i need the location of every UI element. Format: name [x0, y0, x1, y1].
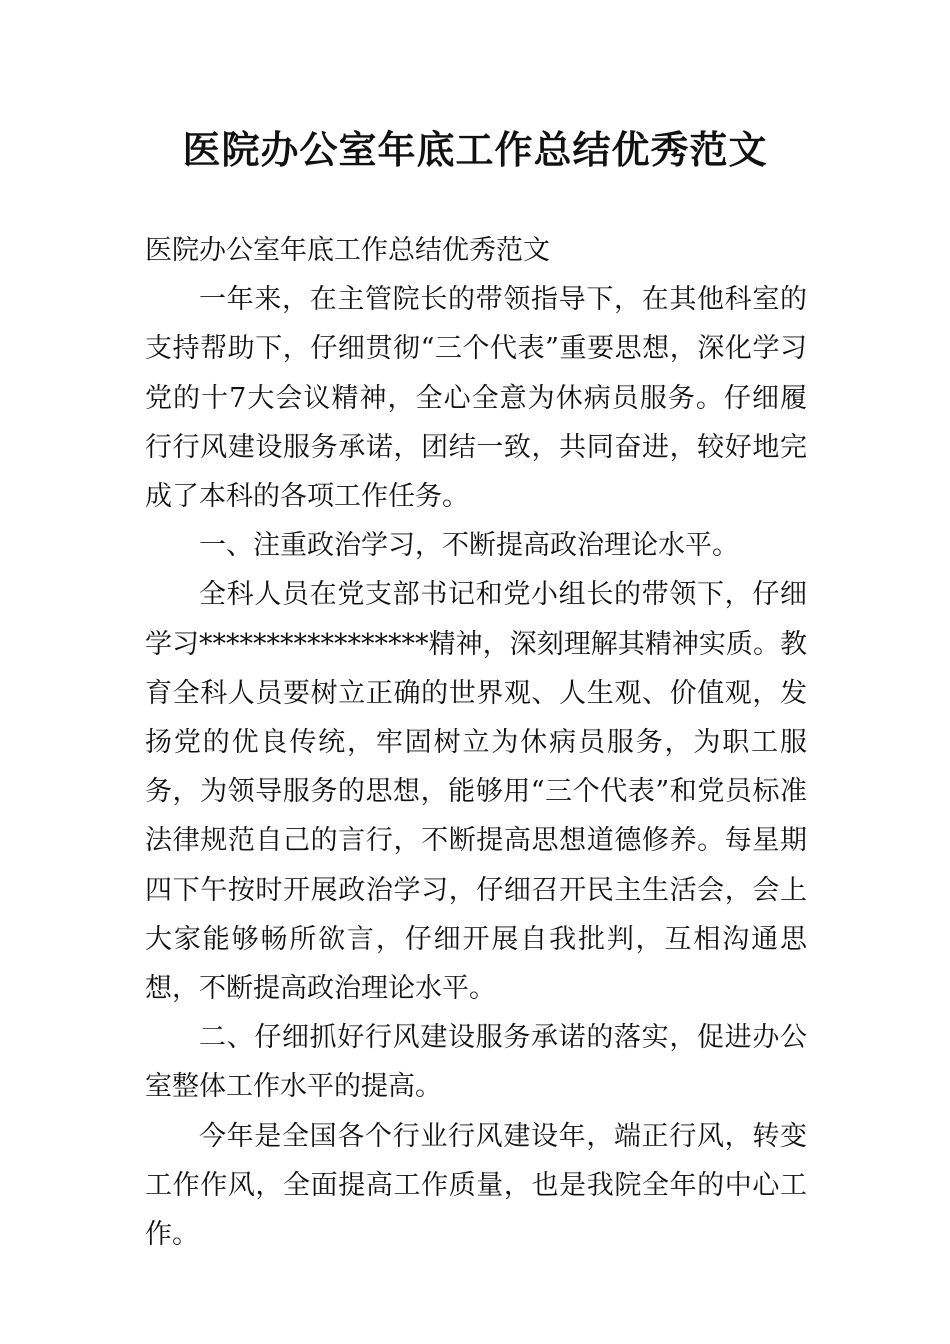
- section-heading-2: 二、仔细抓好行风建设服务承诺的落实，促进办公室整体工作水平的提高。: [145, 1022, 807, 1103]
- paragraph-subtitle: 医院办公室年底工作总结优秀范文: [145, 235, 550, 266]
- section-heading-1: 一、注重政治学习，不断提高政治理论水平。: [199, 530, 739, 562]
- document-body: [145, 226, 807, 1259]
- document-title: 医院办公室年底工作总结优秀范文: [182, 128, 768, 172]
- paragraph-intro: 一年来，在主管院长的带领指导下，在其他科室的支持帮助下，仔细贯彻“三个代表”重要思想，深化学习党的十7大会议精神，全心全意为休病员服务。仔细履行行风建设服务承诺，团结一致，共同奋进，较好地完成了本科的各项工作任务。: [145, 284, 807, 513]
- paragraph-section-2: 今年是全国各个行业行风建设年，端正行风，转变工作作风，全面提高工作质量，也是我院全年的中心工作。: [145, 1120, 807, 1251]
- paragraph-section-1: 全科人员在党支部书记和党小组长的带领下，仔细学习*****************精神，深刻理解其精神实质。教育全科人员要树立正确的世界观、人生观、价值观，发扬党的优良传统，牢固树立为休病员服务，为职工服务，为领导服务的思想，能够用“三个代表”和党员标准法律规范自己的言行，不断提高思想道德修养。每星期四下午按时开展政治学习，仔细召开民主生活会，会上大家能够畅所欲言，仔细开展自我批判，互相沟通思想，不断提高政治理论水平。: [145, 579, 807, 1005]
